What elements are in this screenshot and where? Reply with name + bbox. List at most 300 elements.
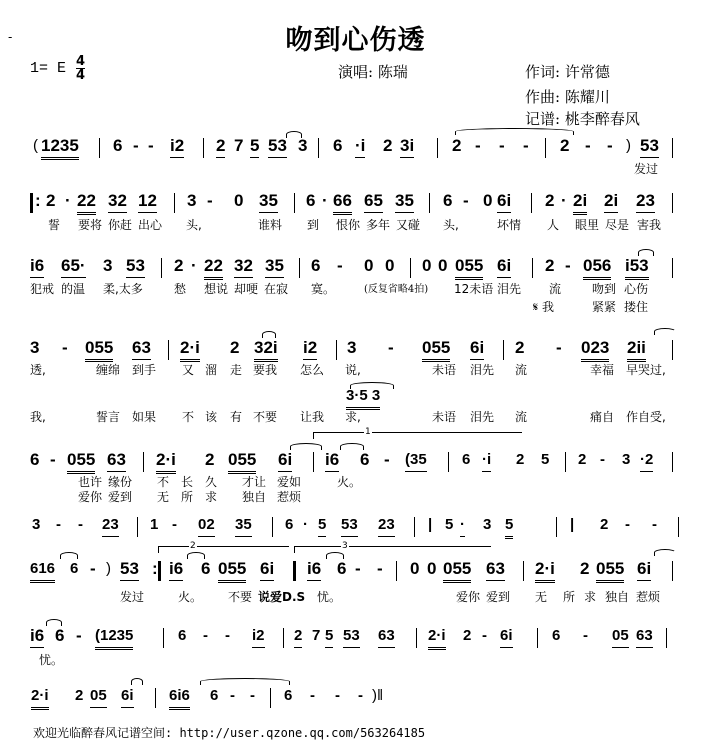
note: 6 xyxy=(178,627,187,644)
volta-bracket-1 xyxy=(313,432,386,439)
note: 1 xyxy=(150,516,159,533)
note: 6i6 xyxy=(169,686,190,710)
lyric: 幸福 xyxy=(590,363,615,377)
lyric: 才让 xyxy=(242,475,267,489)
staff-line-5 xyxy=(0,450,711,474)
lyric: 愁 xyxy=(174,282,187,296)
lyric: 眼里 xyxy=(575,218,600,232)
note: - xyxy=(475,136,481,155)
note: 35 xyxy=(259,191,278,213)
lyric: 又 xyxy=(182,363,195,377)
lyric: 谁料 xyxy=(258,218,283,232)
lyricist-credit: 作词: 许常德 xyxy=(525,63,610,81)
note: 6 xyxy=(337,559,347,578)
lyric: 泪先 xyxy=(470,363,495,377)
lyric: 爱到 xyxy=(108,490,133,504)
lyric: 头, xyxy=(443,218,459,232)
note: 6 xyxy=(113,136,123,155)
lyric: 该 xyxy=(205,410,218,424)
note: 6i xyxy=(497,191,511,213)
barline xyxy=(270,688,271,708)
lyric: 怎么 xyxy=(300,363,325,377)
note: - xyxy=(203,627,208,644)
lyric: 泪先 xyxy=(497,282,522,296)
note: - xyxy=(76,626,82,645)
note: 5 xyxy=(445,516,454,533)
lyric: 不要 xyxy=(228,590,253,604)
lyric: 到 xyxy=(307,218,320,232)
lyric: 在寂 xyxy=(264,282,289,296)
note: 0 xyxy=(364,256,374,275)
tie-arc xyxy=(654,549,676,556)
lyric: 说, xyxy=(345,363,361,377)
note: 2 xyxy=(75,687,84,704)
transcriber-credit: 记谱: 桃李醉春风 xyxy=(525,110,640,128)
note: - xyxy=(585,136,591,155)
lyric: 未语 xyxy=(432,410,457,424)
barline xyxy=(313,452,314,472)
barline xyxy=(429,193,430,213)
note: - xyxy=(358,687,363,704)
note: | xyxy=(428,516,433,533)
tie-arc xyxy=(326,552,344,559)
note: 2 xyxy=(600,516,609,533)
note: ) xyxy=(626,137,631,154)
lyric: 爱你 xyxy=(78,490,103,504)
lyric: 恨你 xyxy=(336,218,361,232)
note: 22 xyxy=(204,256,223,280)
lyric: 无 xyxy=(535,590,548,604)
note: 2·i xyxy=(428,626,446,650)
barline xyxy=(414,517,415,537)
note: 6i xyxy=(497,256,511,278)
note: : xyxy=(35,191,41,210)
lyric: 人 xyxy=(547,218,560,232)
barline xyxy=(678,517,679,537)
note: 23 xyxy=(102,515,119,537)
repeat-start xyxy=(30,193,33,213)
note: 5 xyxy=(318,515,326,537)
lyric: 又碰 xyxy=(396,218,421,232)
barline xyxy=(318,138,319,158)
note: · xyxy=(561,191,567,210)
lyric: 流 xyxy=(549,282,562,296)
staff-line-9 xyxy=(0,686,711,710)
lyric: 求 xyxy=(205,490,218,504)
note: - xyxy=(230,687,235,704)
note: 3 xyxy=(622,451,631,468)
barline xyxy=(410,258,411,278)
barline xyxy=(672,340,673,360)
segno-lyric: 𝄋 我 xyxy=(533,300,554,314)
lyric: 誓 xyxy=(48,218,61,232)
tie-arc xyxy=(455,128,574,135)
lyric: 却哽 xyxy=(234,282,259,296)
note: - xyxy=(600,451,605,468)
alt-note: 3·5 3 xyxy=(346,386,380,410)
note: - xyxy=(62,338,68,357)
tie-arc xyxy=(638,249,654,256)
note: 6 xyxy=(284,687,293,704)
barline xyxy=(299,258,300,278)
note: - xyxy=(355,559,361,578)
note: - xyxy=(388,338,394,357)
repeat-end xyxy=(158,561,161,581)
lyric: 多年 xyxy=(366,218,391,232)
note: 6i xyxy=(278,450,292,472)
tie-arc xyxy=(187,552,205,559)
barline xyxy=(503,340,504,360)
note: - xyxy=(337,256,343,275)
note: 2i xyxy=(573,191,587,215)
note: - xyxy=(250,687,255,704)
note: · xyxy=(65,191,71,210)
barline xyxy=(99,138,100,158)
lyric: 所 xyxy=(181,490,194,504)
final-barline: )‖ xyxy=(372,687,384,704)
lyric: 走 xyxy=(230,363,243,377)
note: 056 xyxy=(583,256,611,280)
note: 53 xyxy=(341,515,358,537)
note: 2 xyxy=(516,451,525,468)
note: 6i xyxy=(500,626,513,648)
barline xyxy=(556,517,557,537)
note: · xyxy=(191,256,197,275)
lyric: 忧。 xyxy=(317,590,342,604)
lyric: 犯戒 xyxy=(30,282,55,296)
note: 53 xyxy=(640,136,659,158)
note: 6 xyxy=(306,191,316,210)
barline xyxy=(203,138,204,158)
lyric: 缘份 xyxy=(108,475,133,489)
note: 6 xyxy=(30,450,40,469)
note: 2 xyxy=(463,627,472,644)
note: i6 xyxy=(307,559,321,581)
note: 6 xyxy=(311,256,321,275)
lyric: 缠绵 xyxy=(96,363,121,377)
note: 1235 xyxy=(41,136,79,160)
note: 2 xyxy=(383,136,393,155)
tie-arc xyxy=(340,443,364,450)
note: 63 xyxy=(636,626,653,648)
tie-arc xyxy=(654,328,676,335)
composer-credit: 作曲: 陈耀川 xyxy=(525,88,610,106)
barline xyxy=(565,452,566,472)
barline xyxy=(174,193,175,213)
lyric: 痛自 xyxy=(590,410,615,424)
note: - xyxy=(625,516,630,533)
note: - xyxy=(565,256,571,275)
tie-arc xyxy=(200,678,290,685)
barline xyxy=(143,452,144,472)
note: 0 xyxy=(438,256,448,275)
note: 2·i xyxy=(180,338,200,362)
lyric: 惹烦 xyxy=(636,590,661,604)
note: 6 xyxy=(201,559,211,578)
note: - xyxy=(377,559,383,578)
note: - xyxy=(384,450,390,469)
note: 22 xyxy=(77,191,96,215)
note: i2 xyxy=(252,626,265,648)
staff-line-3 xyxy=(0,256,711,280)
tie-arc xyxy=(46,619,62,626)
note: 5 xyxy=(325,626,333,648)
barline xyxy=(672,258,673,278)
note: 2i xyxy=(604,191,618,213)
note: 2·i xyxy=(156,450,176,474)
note: - xyxy=(50,450,56,469)
note: i2 xyxy=(170,136,184,158)
note: 2·i xyxy=(31,686,49,710)
lyric: 12未语 xyxy=(454,282,494,296)
note: 3i xyxy=(400,136,414,158)
note: 023 xyxy=(581,338,609,362)
volta-bracket-3 xyxy=(294,546,491,553)
note: · xyxy=(322,191,328,210)
barline xyxy=(672,193,673,213)
note: - xyxy=(556,338,562,357)
note: 055 xyxy=(422,338,450,362)
lyric: 惹烦 xyxy=(277,490,302,504)
lyric: 透, xyxy=(30,363,46,377)
barline xyxy=(336,340,337,360)
note: 616 xyxy=(30,559,55,583)
note: 055 xyxy=(218,559,246,583)
note: 055 xyxy=(228,450,256,474)
note: - xyxy=(523,136,529,155)
note: 2 xyxy=(545,256,555,275)
lyric: 也许 xyxy=(78,475,103,489)
note: 0 xyxy=(427,559,437,578)
note: 32i xyxy=(254,338,278,362)
lyric: 发过 xyxy=(120,590,145,604)
note: 6 xyxy=(210,687,219,704)
note: - xyxy=(225,627,230,644)
note: | xyxy=(570,516,575,533)
note: 3 xyxy=(103,256,113,275)
note: 6 xyxy=(70,560,79,577)
singer-credit: 演唱: 陈瑞 xyxy=(338,63,408,81)
lyric: 有 xyxy=(230,410,243,424)
barline xyxy=(448,452,449,472)
note: 23 xyxy=(636,191,655,213)
lyric: 出心 xyxy=(138,218,163,232)
note: 3 xyxy=(32,516,41,533)
corner-mark: - xyxy=(8,30,13,44)
note: 2 xyxy=(294,626,302,648)
note: 0 xyxy=(483,191,493,210)
lyric: 求, xyxy=(345,410,361,424)
fermata-icon xyxy=(131,678,143,685)
lyric: 不要 xyxy=(253,410,278,424)
note: 05 xyxy=(612,626,629,648)
note: 63 xyxy=(378,626,395,648)
barline xyxy=(531,193,532,213)
note: 055 xyxy=(596,559,624,583)
note: 0 xyxy=(422,256,432,275)
lyric: 柔,太多 xyxy=(103,282,143,296)
lyric: 要将 xyxy=(78,218,103,232)
barline xyxy=(161,258,162,278)
note: 12 xyxy=(138,191,157,213)
note: - xyxy=(172,516,177,533)
note: 6 xyxy=(55,626,65,645)
lyric: 紧紧 xyxy=(592,300,617,314)
note: 055 xyxy=(455,256,483,280)
barline xyxy=(137,517,138,537)
lyric: 想说 xyxy=(204,282,229,296)
staff-line-6 xyxy=(0,515,711,539)
lyric: 的温 xyxy=(61,282,86,296)
note: 6i xyxy=(121,686,134,708)
note: · xyxy=(460,515,465,537)
lyric: 到手 xyxy=(132,363,157,377)
note: 2 xyxy=(560,136,570,155)
lyric: 久 xyxy=(205,475,218,489)
note: 2 xyxy=(230,338,240,357)
note: 5 xyxy=(505,515,513,539)
barline xyxy=(272,517,273,537)
lyric: 爱如 xyxy=(277,475,302,489)
note: 055 xyxy=(443,559,471,583)
note: - xyxy=(56,516,61,533)
lyric: 如果 xyxy=(132,410,157,424)
note: 32 xyxy=(108,191,127,213)
note: · xyxy=(303,516,308,533)
note: - xyxy=(607,136,613,155)
ds-lyric: 说爱D.S xyxy=(258,590,306,604)
lyric: 独自 xyxy=(605,590,630,604)
note: 2 xyxy=(216,136,225,158)
lyric: 害我 xyxy=(637,218,662,232)
note: 3 xyxy=(30,338,40,357)
note: 0 xyxy=(410,559,420,578)
lyric: 爱到 xyxy=(486,590,511,604)
note: 055 xyxy=(67,450,95,474)
barline xyxy=(523,561,524,581)
note: 53 xyxy=(126,256,145,278)
barline xyxy=(437,138,438,158)
note: - xyxy=(133,136,139,155)
lyric: 坏情 xyxy=(497,218,522,232)
staff-line-4 xyxy=(0,338,711,362)
time-signature-bottom: 4 xyxy=(76,68,86,83)
note: i6 xyxy=(325,450,339,472)
barline xyxy=(672,138,673,158)
note: 2 xyxy=(515,338,525,357)
note: - xyxy=(463,191,469,210)
barline xyxy=(666,628,667,648)
note: - xyxy=(207,191,213,210)
note: 23 xyxy=(378,515,395,537)
note: 66 xyxy=(333,191,352,215)
staff-line-8 xyxy=(0,626,711,650)
lyric: 要我 xyxy=(253,363,278,377)
note: 2 xyxy=(46,191,56,210)
note: ( xyxy=(33,137,38,154)
volta-number: 3 xyxy=(342,541,348,551)
lyric: 我, xyxy=(30,410,46,424)
volta-number: 1 xyxy=(365,427,371,437)
note: 53 xyxy=(268,136,287,158)
lyric: 早哭过, xyxy=(626,363,666,377)
note: 6i xyxy=(637,559,651,581)
note: 3 xyxy=(298,136,308,155)
note: 0 xyxy=(234,191,244,210)
note: - xyxy=(148,136,154,155)
double-barline xyxy=(293,561,296,581)
note: i6 xyxy=(30,256,44,278)
lyric: 未语 xyxy=(432,363,457,377)
note: ·i xyxy=(355,136,365,158)
note: 5 xyxy=(250,136,259,158)
note: 2·i xyxy=(535,559,555,583)
lyric: 吻到 xyxy=(592,282,617,296)
note: 2 xyxy=(174,256,184,275)
repeat-note: (反复省略4拍) xyxy=(364,284,429,295)
lyric: 尽是 xyxy=(605,218,630,232)
lyric: 誓言 xyxy=(96,410,121,424)
note: 53 xyxy=(343,626,360,648)
barline xyxy=(396,561,397,581)
note: 6 xyxy=(333,136,343,155)
staff-line-2 xyxy=(0,191,711,215)
lyric: 心伤 xyxy=(624,282,649,296)
note: - xyxy=(78,516,83,533)
note: 2 xyxy=(205,450,215,469)
note: 32 xyxy=(234,256,253,278)
barline xyxy=(532,258,533,278)
note: - xyxy=(652,516,657,533)
volta-line xyxy=(372,432,522,433)
barline xyxy=(283,628,284,648)
lyric: 爱你 xyxy=(456,590,481,604)
note: 3 xyxy=(347,338,357,357)
barline xyxy=(294,193,295,213)
song-title: 吻到心伤透 xyxy=(285,25,426,56)
note: 055 xyxy=(85,338,113,362)
lyric: 不 xyxy=(157,475,170,489)
lyric: 作自受, xyxy=(626,410,666,424)
staff-line-7 xyxy=(0,559,711,583)
lyric: 火。 xyxy=(178,590,203,604)
barline xyxy=(163,628,164,648)
lyric: 泪先 xyxy=(470,410,495,424)
note: 7 xyxy=(312,627,321,644)
note: 2 xyxy=(578,451,587,468)
key-signature: 1= E xyxy=(30,60,67,77)
time-signature-top: 4 xyxy=(76,54,86,69)
note: - xyxy=(90,559,96,578)
note: 6i xyxy=(470,338,484,360)
note: - xyxy=(310,687,315,704)
note: 63 xyxy=(132,338,151,360)
note: 65 xyxy=(364,191,383,213)
lyric: 搂住 xyxy=(624,300,649,314)
note: 6 xyxy=(462,451,471,468)
note: ·i xyxy=(482,450,491,472)
barline xyxy=(672,561,673,581)
note: 63 xyxy=(486,559,505,581)
note: 53 xyxy=(120,559,139,581)
note: (35 xyxy=(405,450,427,472)
staff-line-1 xyxy=(0,136,711,160)
volta-bracket-2 xyxy=(158,546,289,553)
note: 05 xyxy=(90,686,107,708)
note: ) xyxy=(106,560,111,577)
note: 7 xyxy=(234,136,244,155)
lyric: 发过 xyxy=(634,162,659,176)
